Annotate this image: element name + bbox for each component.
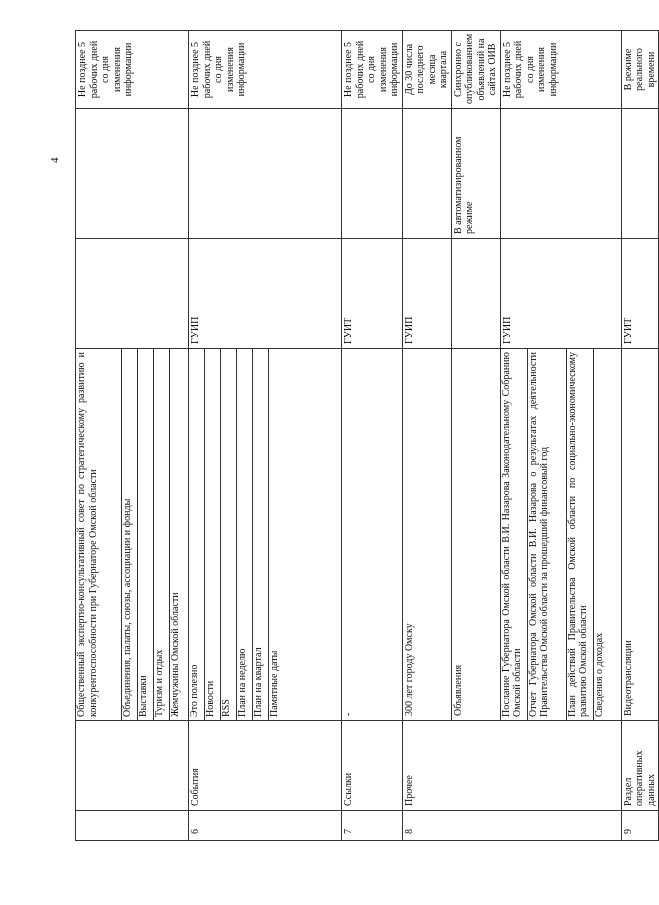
- document-item: Послание Губернатора Омской области В.И. Назарова Законодательному Собранию Омской области: [500, 352, 523, 717]
- cell-content: 300 лет городу Омску: [402, 349, 451, 721]
- subsection-item: Туризм и отдых: [154, 649, 165, 717]
- cell-responsible: ГУИТ: [621, 239, 659, 349]
- subsection-item: План на квартал: [253, 647, 264, 717]
- cell-num: 7: [342, 811, 403, 841]
- cell-content: [500, 349, 621, 721]
- table-row: [76, 31, 189, 841]
- table-row: [342, 31, 403, 841]
- cell-section: [76, 721, 189, 811]
- cell-term: Не позднее 5 рабочих дней со дня изменения информации: [189, 31, 342, 109]
- cell-empty: [500, 109, 621, 239]
- cell-section: Прочее: [402, 721, 621, 811]
- document-table-rotated: [75, 31, 657, 841]
- cell-responsible: ГУИП: [402, 239, 451, 349]
- cell-term: Не позднее 5 рабочих дней со дня изменения информации: [76, 31, 189, 109]
- table-row: [189, 31, 342, 841]
- document-item: Отчет Губернатора Омской области В.И. Назарова о результатах деятельности Правительства Омской области за прошедший финансовый год: [527, 352, 550, 717]
- document-item: Сведения о доходах: [593, 632, 605, 717]
- cell-responsible: ГУИП: [500, 239, 621, 349]
- cell-content: Объявления: [451, 349, 500, 721]
- cell-content: -: [342, 349, 403, 721]
- subsection-item: Это полезно: [189, 664, 200, 717]
- subsection-item: Памятные даты: [269, 650, 280, 717]
- cell-content: [76, 349, 189, 721]
- cell-num: 9: [621, 811, 659, 841]
- cell-num: 6: [189, 811, 342, 841]
- cell-term: В режиме реального времени: [621, 31, 659, 109]
- cell-term: Не позднее 5 рабочих дней со дня изменения информации: [500, 31, 621, 109]
- table-row: [500, 31, 621, 841]
- cell-section: Ссылки: [342, 721, 403, 811]
- cell-num: 8: [402, 811, 621, 841]
- cell-empty: [189, 109, 342, 239]
- cell-responsible: ГУИП: [189, 239, 342, 349]
- cell-responsible: [76, 239, 189, 349]
- cell-empty: [451, 239, 500, 349]
- cell-empty: [621, 109, 659, 239]
- page-number: 4: [49, 157, 61, 163]
- table-row: [451, 31, 500, 841]
- subsection-item: RSS: [221, 699, 232, 717]
- cell-content: Видеотрансляции: [621, 349, 659, 721]
- subsection-item: Новости: [205, 680, 216, 717]
- document-table: [75, 30, 659, 841]
- subsection-item: Объединения, палаты, союзы, ассоциации и фонды: [122, 498, 133, 717]
- cell-section: Раздел оперативных данных: [621, 721, 659, 811]
- subsection-item: Общественный экспертно-консультативный совет по стратегическому развитию и конкурентоспособности при Губернаторе Омской области: [76, 352, 99, 717]
- cell-empty: [342, 109, 403, 239]
- cell-responsible: ГУИТ: [342, 239, 403, 349]
- table-row: [621, 31, 659, 841]
- cell-term: Синхронно с опубликованием объявлений на сайтах ОИВ: [451, 31, 500, 109]
- document-item: План действий Правительства Омской области по социально-экономическому развитию Омской области: [566, 352, 589, 717]
- cell-num: [76, 811, 189, 841]
- table-row: [402, 31, 451, 841]
- cell-responsible: В автоматизированном режиме: [451, 109, 500, 239]
- cell-term: До 30 числа последнего месяца квартала: [402, 31, 451, 109]
- cell-empty: [402, 109, 451, 239]
- cell-content: [189, 349, 342, 721]
- subsection-item: План на неделю: [237, 648, 248, 717]
- cell-section: События: [189, 721, 342, 811]
- cell-empty: [76, 109, 189, 239]
- cell-term: Не позднее 5 рабочих дней со дня изменения информации: [342, 31, 403, 109]
- subsection-item: Выставки: [138, 675, 149, 717]
- subsection-item: Жемчужины Омской области: [170, 592, 181, 717]
